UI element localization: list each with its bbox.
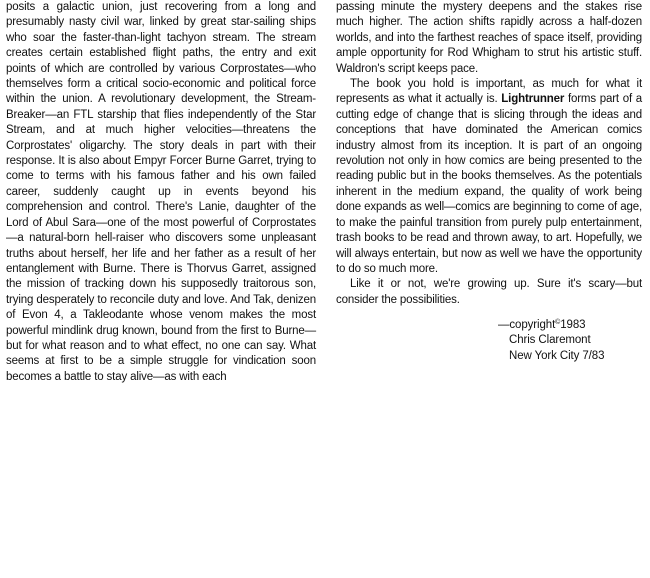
right-paragraph-2-before: The book you hold is important, as much for what it represents as what it actually is. xyxy=(336,78,642,106)
book-title: Lightrunner xyxy=(501,93,565,106)
signature-block xyxy=(498,318,604,364)
copyright-line xyxy=(498,318,604,333)
copyright-year: 1983 xyxy=(560,319,586,331)
author-name: Chris Claremont xyxy=(509,334,591,347)
copyright-prefix: —copyright xyxy=(498,319,556,331)
copyright-symbol: © xyxy=(555,319,561,326)
right-paragraph-1: passing minute the mystery deepens and the stakes rise much higher. The action shifts rapidly across a half-dozen worlds, and into the farthest reaches of space itself, providing ample opportunity for Rod Whigham to strut his artistic stuff. Waldron's script keeps pace. xyxy=(336,1,642,75)
left-column xyxy=(6,0,316,385)
right-paragraph-2 xyxy=(336,77,642,277)
right-paragraph-2-after: forms part of a cutting edge of change that is slicing through the ideas and conceptions that have dominated the American comics industry almost from its inception. It is part of an ongoing revolution not only in how comics are being presented to the reading public but in the books themselves. As the potentials inherent in the medium expand, the quality of work being done expands as well—comics are beginning to come of age, to make the painful transition from purely pulp entertainment, trash books to be read and thrown away, to art. Hopefully, we will always entertain, but now as well we have the opportunity to do so much more. xyxy=(336,93,643,275)
place-date: New York City 7/83 xyxy=(509,349,605,362)
right-paragraph-3: Like it or not, we're growing up. Sure it's scary—but consider the possibilities. xyxy=(336,278,642,306)
left-paragraph-1: posits a galactic union, just recovering from a long and presumably nasty civil war, linked by great star-sailing ships who soar the faster-than-light tachyon stream. The stream creates certain established flight paths, the entry and exit points of which are controlled by various Corprostates—who themselves form a critical socio-economic and political force within the union. A revolutionary development, the Stream-Breaker—an FTL starship that flies independently of the Star Stream, and at much higher velocities—threatens the Corprostates' oligarchy. The story deals in part with their response. It is also about Empyr Forcer Burne Garret, trying to come to terms with his famous father and his own failed career, suddenly caught up in events beyond his comprehension and control. There's Lanie, daughter of the Lord of Abul Sara—one of the most powerful of Corprostates—a natural-born hell-raiser who discovers some unpleasant truths about herself, her life and her father as a result of her entanglement with Burne. There is Thorvus Garret, assigned the mission of tracking down his supposedly traitorous son, trying desperately to reconcile duty and love. And Tak, denizen of Evon 4, a Takleodante whose venom makes the most powerful mindlink drug known, bound from the first to Burne—but for what reason and to what effect, no one can say. What seems at first to be a simple struggle for vindication soon becomes a battle to stay alive—as with each xyxy=(6,1,316,383)
right-column xyxy=(336,0,642,308)
